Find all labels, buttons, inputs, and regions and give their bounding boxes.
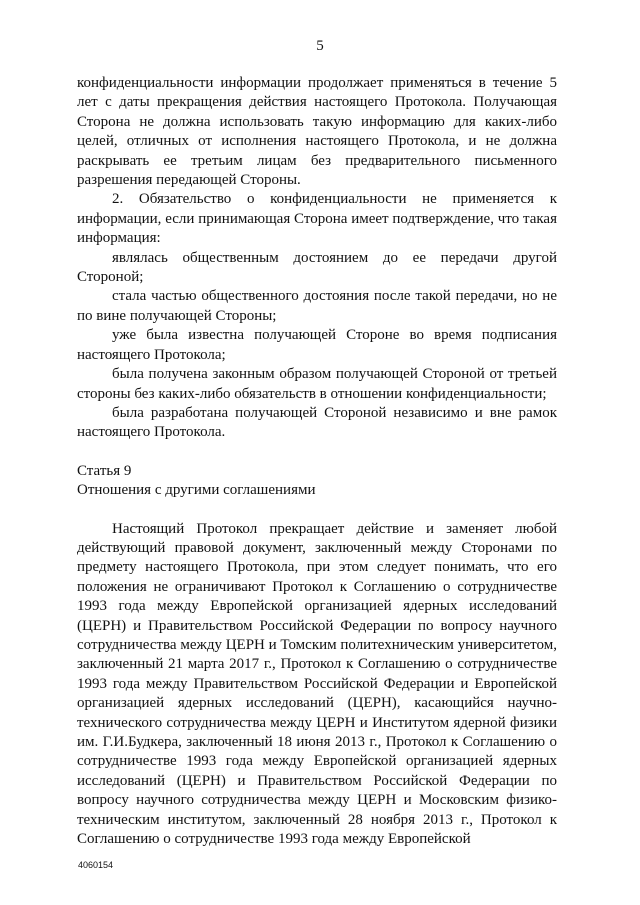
paragraph-exception-third-party: была получена законным образом получающей Стороной от третьей стороны без каких-либо обязательств в отношении конфиденциальности; bbox=[77, 366, 557, 402]
document-body bbox=[77, 74, 557, 849]
paragraph-confidentiality-continued: конфиденциальности информации продолжает применяться в течение 5 лет с даты прекращения действия настоящего Протокола. Получающая Сторона не должна использовать такую информацию для каких-либо целей, отличных от исполнения настоящего Протокола, и не должна раскрывать ее третьим лицам без предварительного письменного разрешения передающей Стороны. bbox=[77, 75, 557, 189]
page-number: 5 bbox=[316, 38, 324, 54]
article-number: Статья 9 bbox=[77, 462, 132, 479]
document-id: 4060154 bbox=[78, 860, 114, 870]
paragraph-exception-public-domain-before: являлась общественным достоянием до ее передачи другой Стороной; bbox=[77, 249, 557, 286]
paragraph-exception-independent: была разработана получающей Стороной независимо и вне рамок настоящего Протокола. bbox=[77, 404, 557, 441]
paragraph-exception-public-domain-after: стала частью общественного достояния после такой передачи, но не по вине получающей Стороны; bbox=[77, 288, 557, 324]
paragraph-exception-already-known: уже была известна получающей Стороне во время подписания настоящего Протокола; bbox=[77, 327, 557, 363]
paragraph-article-text: Настоящий Протокол прекращает действие и заменяет любой действующий правовой документ, заключенный между Сторонами по предмету настоящего Протокола, при этом следует понимать, что его положения не ограничивают Протокол к Соглашению о сотрудничестве 1993 года между Европейской организацией ядерных исследований (ЦЕРН) и Правительством Российской Федерации по вопросу научного сотрудничества между ЦЕРН и Томским политехническим университетом, заключенный 21 марта 2017 г., Протокол к Соглашению о сотрудничестве 1993 года между Правительством Российской Федерации и Европейской организацией ядерных исследований (ЦЕРН), касающийся научно-технического сотрудничества между ЦЕРН и Институтом ядерной физики им. Г.И.Будкера, заключенный 18 июня 2013 г., Протокол к Соглашению о сотрудничестве 1993 года между Европейской организацией ядерных исследований (ЦЕРН) и Правительством Российской Федерации по вопросу научного сотрудничества между ЦЕРН и Московским физико-техническим институтом, заключенный 28 ноября 2013 г., Протокол к Соглашению о сотрудничестве 1993 года между Европейской bbox=[77, 520, 557, 848]
paragraph-obligation-exceptions: 2. Обязательство о конфиденциальности не применяется к информации, если принимающая Сторона имеет подтверждение, что такая информация: bbox=[77, 191, 557, 247]
article-title: Отношения с другими соглашениями bbox=[77, 482, 316, 499]
